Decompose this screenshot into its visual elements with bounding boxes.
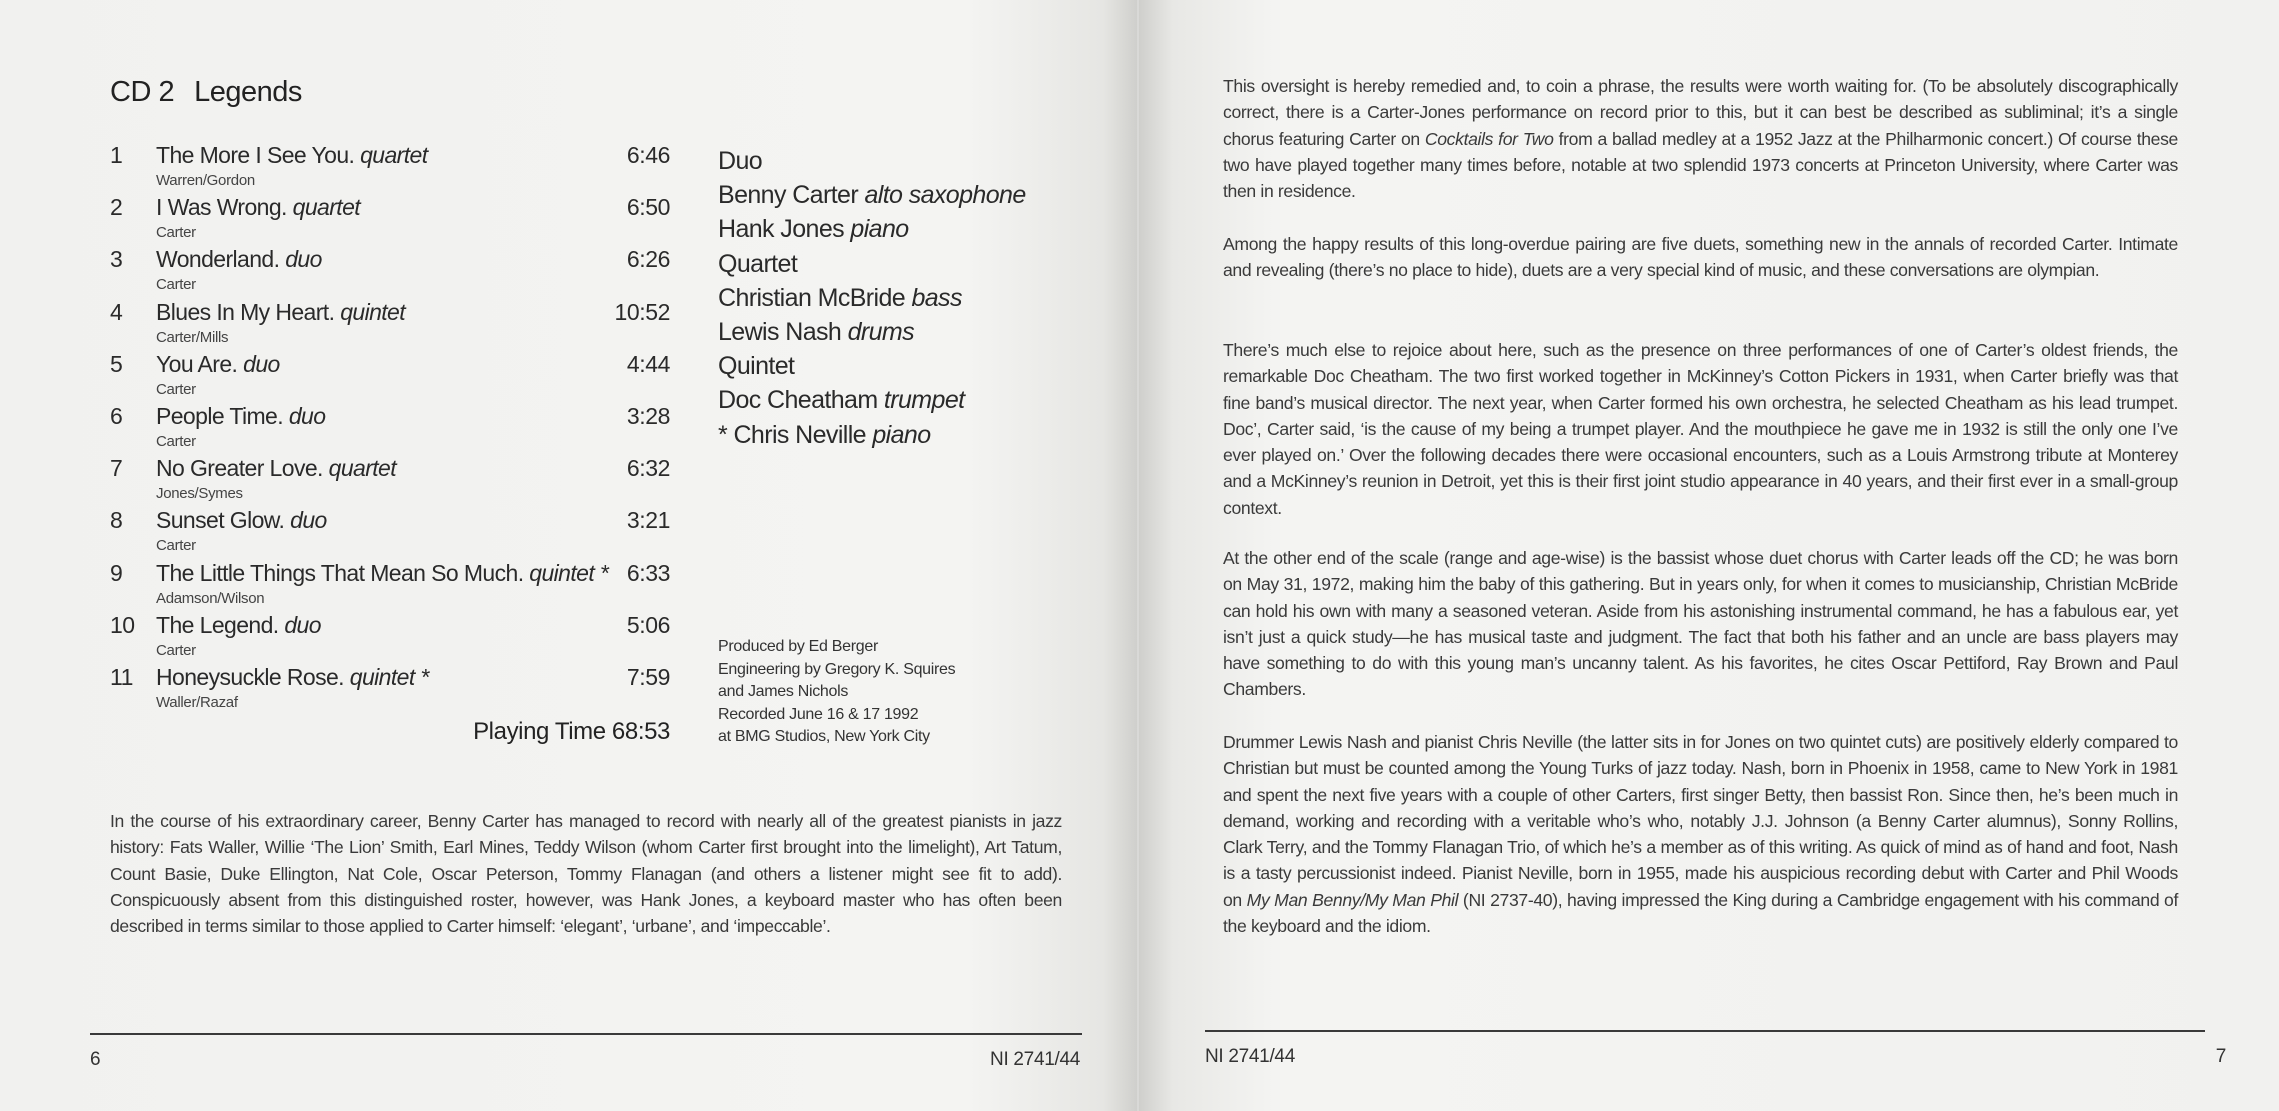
track-row (110, 560, 670, 612)
track-row (110, 612, 670, 664)
track-row (110, 194, 670, 246)
cd-number: CD 2 (110, 76, 175, 108)
track-title: The Legend. duo (156, 611, 321, 638)
left-page (0, 0, 1137, 1111)
track-title: The Little Things That Mean So Much. quintet * (156, 559, 609, 586)
credit-line: at BMG Studios, New York City (718, 728, 930, 746)
track-row (110, 299, 670, 351)
track-title: I Was Wrong. quartet (156, 194, 361, 221)
personnel-list (718, 144, 1026, 452)
track-style: quintet * (349, 664, 429, 690)
track-time: 6:50 (626, 194, 670, 221)
track-title: Blues In My Heart. quintet (156, 298, 406, 325)
quartet-heading: Quartet (718, 249, 798, 278)
track-row (110, 664, 670, 716)
credit-line: and James Nichols (718, 683, 849, 701)
footer-rule (90, 1033, 1082, 1035)
track-style: quartet (292, 194, 361, 221)
track-title: No Greater Love. quartet (156, 455, 397, 482)
paragraph-4: At the other end of the scale (range and age-wise) is the bassist whose duet chorus with Carter leads off the CD; he was born on May 31, 1972, making him the baby of this gathering. But in years only, for when it comes to musicianship, Christian McBride can hold his own with many a seasoned veteran. Aside from his astonishing instrumental command, he has a fabulous ear, yet isn’t just a quick study—he has musical taste and judgment. The fact that both his father and an uncle are bass players may have something to do with this young man’s uncanny talent. As his favorites, he cites Oscar Pettiford, Ray Brown and Paul Chambers. (1223, 548, 2178, 700)
paragraph-5: Drummer Lewis Nash and pianist Chris Neville (the latter sits in for Jones on two quintet cuts) are positively elderly compared to Christian but must be counted among the Young Turks of jazz today. Nash, born in Phoenix in 1958, came to New York in 1981 and spent the next five years with a couple of other Carters, first singer Betty, then bassist Ron. Since then, he’s been much in demand, working and recording with a veritable who’s who, notably J.J. Johnson (a Benny Carter alumnus), Sonny Rollins, Clark Terry, and the Tommy Flanagan Trio, of which he’s a member as of this writing. As quick of mind as of hand and foot, Nash is a tasty percussionist indeed. Pianist Neville, born in 1955, made his auspicious recording debut with Carter and Phil Woods on My Man Benny/My Man Phil (NI 2737-40), having impressed the King during a Cambridge engagement with his command of the keyboard and the idiom. (1223, 732, 2178, 937)
track-composer: Carter (156, 380, 196, 398)
credit-line: Recorded June 16 & 17 1992 (718, 705, 919, 723)
track-row (110, 246, 670, 298)
track-time: 10:52 (614, 298, 670, 325)
track-composer: Carter (156, 537, 196, 555)
page-number: 7 (2215, 1046, 2226, 1067)
track-number: 9 (110, 559, 123, 586)
track-composer: Waller/Razaf (156, 694, 238, 711)
track-style: duo (288, 403, 326, 429)
track-time: 4:44 (626, 350, 670, 377)
track-row (110, 507, 670, 559)
track-row (110, 142, 670, 194)
track-number: 6 (110, 403, 123, 429)
paragraph-1: This oversight is hereby remedied and, to coin a phrase, the results were worth waiting for. (To be absolutely discographically correct, there is a Carter-Jones performance on record prior to this, but it can best be described as subliminal; it’s a single chorus featuring Carter on Cocktails for Two from a ballad medley at a 1952 Jazz at the Philharmonic concert.) Of course these two have played together many times before, notable at two splendid 1973 concerts at Princeton University, where Carter was then in residence. (1223, 76, 2178, 202)
track-time: 6:46 (626, 142, 670, 168)
track-number: 4 (110, 298, 123, 325)
cd-title: Legends (194, 76, 302, 108)
track-style: duo (284, 611, 321, 638)
track-style: quintet (340, 298, 406, 325)
paragraph-3: There’s much else to rejoice about here, such as the presence on three performances of one of Carter’s oldest friends, the remarkable Doc Cheatham. The two first worked together in McKinney’s Cotton Pickers in 1931, when Carter briefly was that fine band’s musical director. The next year, when Carter formed his own orchestra, he selected Cheatham as his lead trumpet. Doc’, Carter said, ‘is the cause of my being a trumpet player. And the mouthpiece he gave me in 1932 is still the only one I’ve ever played on.’ Over the following decades there were occasional encounters, such as a Louis Armstrong tribute at Monterey and a McKinney’s reunion in Detroit, yet this is their first joint studio appearance in 40 years, and their first ever in a small-group context. (1223, 340, 2178, 518)
track-title: You Are. duo (156, 350, 280, 377)
track-number: 5 (110, 350, 123, 377)
track-title: Wonderland. duo (156, 246, 322, 273)
track-row (110, 403, 670, 455)
track-time: 7:59 (626, 664, 670, 690)
paragraph-2: Among the happy results of this long-overdue pairing are five duets, something new in the annals of recorded Carter. Intimate and revealing (there’s no place to hide), duets are a very special kind of music, and these conversations are olympian. (1223, 234, 2178, 281)
track-time: 3:21 (626, 507, 670, 534)
personnel-neville: * Chris Neville piano (718, 420, 931, 449)
personnel-jones: Hank Jones piano (718, 215, 909, 244)
catalog-number: NI 2741/44 (990, 1049, 1080, 1070)
track-number: 11 (110, 664, 133, 690)
personnel-mcbride: Christian McBride bass (718, 283, 962, 312)
track-title: Sunset Glow. duo (156, 507, 327, 534)
track-row (110, 455, 670, 507)
track-title: People Time. duo (156, 403, 326, 429)
track-style: duo (290, 507, 327, 534)
track-style: quartet (328, 455, 397, 482)
track-composer: Adamson/Wilson (156, 589, 265, 607)
track-time: 6:26 (626, 246, 670, 273)
track-composer: Carter/Mills (156, 328, 229, 346)
track-composer: Carter (156, 641, 196, 659)
track-number: 10 (110, 611, 135, 638)
personnel-cheatham: Doc Cheatham trumpet (718, 386, 965, 415)
track-time: 6:33 (626, 559, 670, 586)
track-style: duo (285, 246, 322, 273)
production-credits (718, 636, 955, 749)
track-composer: Carter (156, 276, 196, 294)
track-title: Honeysuckle Rose. quintet * (156, 664, 429, 690)
track-composer: Warren/Gordon (156, 172, 255, 189)
track-style: duo (243, 350, 280, 377)
track-composer: Carter (156, 433, 196, 450)
credit-line: Engineering by Gregory K. Squires (718, 660, 956, 678)
track-style: quartet (360, 142, 428, 168)
page-number: 6 (90, 1049, 101, 1070)
track-composer: Carter (156, 224, 196, 242)
track-time: 6:32 (626, 455, 670, 482)
track-title: The More I See You. quartet (156, 142, 428, 168)
intro-paragraph: In the course of his extraordinary career, Benny Carter has managed to record with nearly all of the greatest pianists in jazz history: Fats Waller, Willie ‘The Lion’ Smith, Earl Mines, Teddy Wilson (whom Carter first brought into the limelight), Art Tatum, Count Basie, Duke Ellington, Nat Cole, Oscar Peterson, Tommy Flanagan (and others a listener might see fit to add). Conspicuously absent from this distinguished roster, however, was Hank Jones, a keyboard master who has often been described in terms similar to those applied to Carter himself: ‘elegant’, ‘urbane’, and ‘impeccable’. (110, 811, 1062, 937)
track-time: 5:06 (626, 611, 670, 638)
catalog-number: NI 2741/44 (1205, 1046, 1295, 1067)
track-number: 2 (110, 194, 123, 221)
track-number: 3 (110, 246, 123, 273)
cd-heading (110, 76, 302, 109)
quintet-heading: Quintet (718, 352, 795, 381)
duo-heading: Duo (718, 147, 763, 175)
track-number: 1 (110, 142, 123, 168)
right-page (1139, 0, 2279, 1111)
track-composer: Jones/Symes (156, 485, 243, 503)
track-style: quintet * (529, 559, 609, 586)
track-number: 8 (110, 507, 123, 534)
personnel-nash: Lewis Nash drums (718, 318, 915, 347)
credit-line: Produced by Ed Berger (718, 638, 879, 655)
footer-rule (1205, 1030, 2205, 1032)
track-number: 7 (110, 455, 123, 482)
personnel-carter: Benny Carter alto saxophone (718, 181, 1026, 210)
track-row (110, 351, 670, 403)
track-time: 3:28 (626, 403, 670, 429)
playing-time: Playing Time 68:53 (473, 718, 670, 745)
